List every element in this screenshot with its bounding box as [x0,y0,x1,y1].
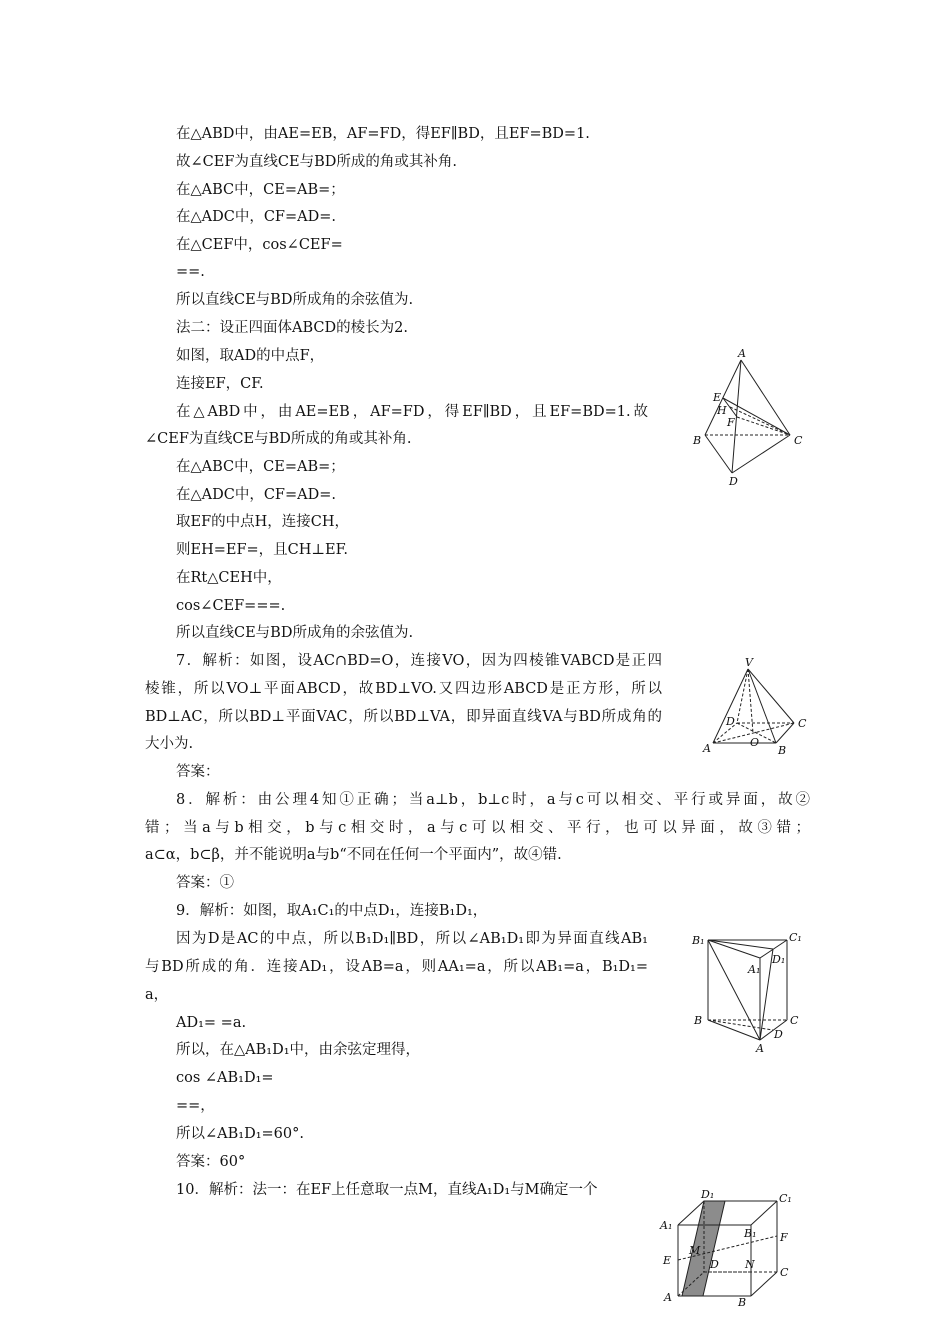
text-line: 所以，在△AB₁D₁中，由余弦定理得， [176,1042,421,1058]
edge-va [713,669,748,743]
label-d1: D₁ [772,953,786,966]
label-c: C [790,1014,799,1027]
text-line: 答案： [176,764,220,780]
text-line: 所以直线CE与BD所成角的余弦值为. [176,625,414,641]
text-line: 则EH=EF=，且CH⊥EF. [176,542,349,558]
text-line: 在△CEF中，cos∠CEF= [176,237,343,253]
label-c1: C₁ [779,1192,792,1205]
label-f: F [780,1231,788,1244]
edge-dc [732,435,790,473]
text-line: 在△ABC中，CE=AB=； [176,459,345,475]
label-v: V [745,656,753,669]
label-b: B [738,1296,747,1309]
text-line: 在△ADC中，CF=AD=. [176,487,337,503]
text-line: 9．解析：如图，取A₁C₁的中点D₁，连接B₁D₁， [176,903,488,919]
edge-vb [748,669,776,743]
label-a: A [703,742,711,755]
label-d: D [774,1028,783,1041]
label-a: A [756,1042,764,1055]
text-line: 答案：60° [176,1154,246,1170]
text-line: 棱锥，所以VO⊥平面ABCD，故BD⊥VO.又四边形ABCD是正方形，所以 [145,681,662,697]
label-b: B [778,744,787,757]
segment-b1d1 [708,940,773,949]
edge-b1c1 [751,1201,777,1225]
label-m: M [689,1244,701,1257]
text-line: 在△ABD中，由AE=EB，AF=FD，得EF∥BD，且EF=BD=1.故 [176,404,648,420]
text-line: 7．解析：如图，设AC∩BD=O，连接VO，因为四棱锥VABCD是正四 [176,653,662,669]
text-line: 所以∠AB₁D₁=60°. [176,1126,304,1142]
text-line: ==， [176,1098,215,1114]
label-e: E [663,1254,672,1267]
text-line: 故∠CEF为直线CE与BD所成的角或其补角. [176,154,457,170]
label-n: N [745,1258,755,1271]
text-line: 连接EF，CF. [176,376,264,392]
text-line: 在△ABC中，CE=AB=； [176,182,345,198]
segment-fc [737,417,790,435]
label-a: A [664,1291,672,1304]
text-line: BD⊥AC，所以BD⊥平面VAC，所以BD⊥VA，即异面直线VA与BD所成角的 [145,709,662,725]
edge-bc [776,723,794,743]
label-c: C [794,434,803,447]
text-line: 如图，取AD的中点F， [176,348,325,364]
text-line: 在△ADC中，CF=AD=. [176,209,337,225]
segment-bd [708,1020,773,1030]
label-h: H [717,404,727,417]
label-d: D [729,475,738,488]
text-line: a⊂α，b⊂β，并不能说明a与b“不同在任何一个平面内”，故④错. [145,847,562,863]
text-line: ==. [176,264,205,280]
label-c: C [798,717,807,730]
text-line: cos∠CEF===. [176,598,286,614]
edge-ac [741,360,790,435]
pyramid-figure [700,655,815,760]
label-b: B [693,434,702,447]
text-line: 与BD所成的角．连接AD₁，设AB=a，则AA₁=a，所以AB₁=a，B₁D₁= [145,959,648,975]
text-line: 取EF的中点H，连接CH， [176,514,350,530]
edge-vd [737,669,748,723]
label-b1: B₁ [692,934,705,947]
label-d1: D₁ [701,1188,715,1201]
text-line: 法二：设正四面体ABCD的棱长为2. [176,320,408,336]
edge-vc [748,669,794,723]
text-line: ∠CEF为直线CE与BD所成的角或其补角. [145,431,412,447]
label-c1: C₁ [789,931,802,944]
text-line: cos ∠AB₁D₁= [176,1070,274,1086]
label-d: D [726,715,735,728]
text-line: 在Rt△CEH中， [176,570,282,586]
cube-figure [655,1188,805,1309]
label-b: B [694,1014,703,1027]
text-line: 所以直线CE与BD所成角的余弦值为. [176,292,414,308]
tetrahedron-figure [690,345,810,490]
text-line: a， [145,987,169,1003]
label-f: F [727,416,735,429]
text-line: 大小为. [145,736,194,752]
label-a: A [738,347,746,360]
text-line: AD₁= =a. [176,1015,247,1031]
text-line: 答案：① [176,875,234,891]
edge-bc [751,1272,777,1296]
text-line: 8．解析：由公理4知①正确；当a⊥b，b⊥c时，a与c可以相交、平行或异面，故② [176,792,810,808]
prism-figure [690,928,815,1056]
label-a1: A₁ [660,1219,673,1232]
text-line: 10．解析：法一：在EF上任意取一点M，直线A₁D₁与M确定一个 [176,1182,598,1198]
label-d: D [710,1258,719,1271]
text-line: 在△ABD中，由AE=EB，AF=FD，得EF∥BD，且EF=BD=1. [176,126,590,142]
edge-bd [705,435,732,473]
label-o: O [750,736,760,749]
text-line: 因为D是AC的中点，所以B₁D₁∥BD，所以∠AB₁D₁即为异面直线AB₁ [176,931,648,947]
edge-ba [708,1020,760,1040]
text-line: 错；当a与b相交，b与c相交时，a与c可以相交、平行，也可以异面，故③错； [145,820,810,836]
label-e: E [713,391,722,404]
label-b1: B₁ [744,1227,757,1240]
label-a1: A₁ [748,963,761,976]
label-c: C [780,1266,789,1279]
